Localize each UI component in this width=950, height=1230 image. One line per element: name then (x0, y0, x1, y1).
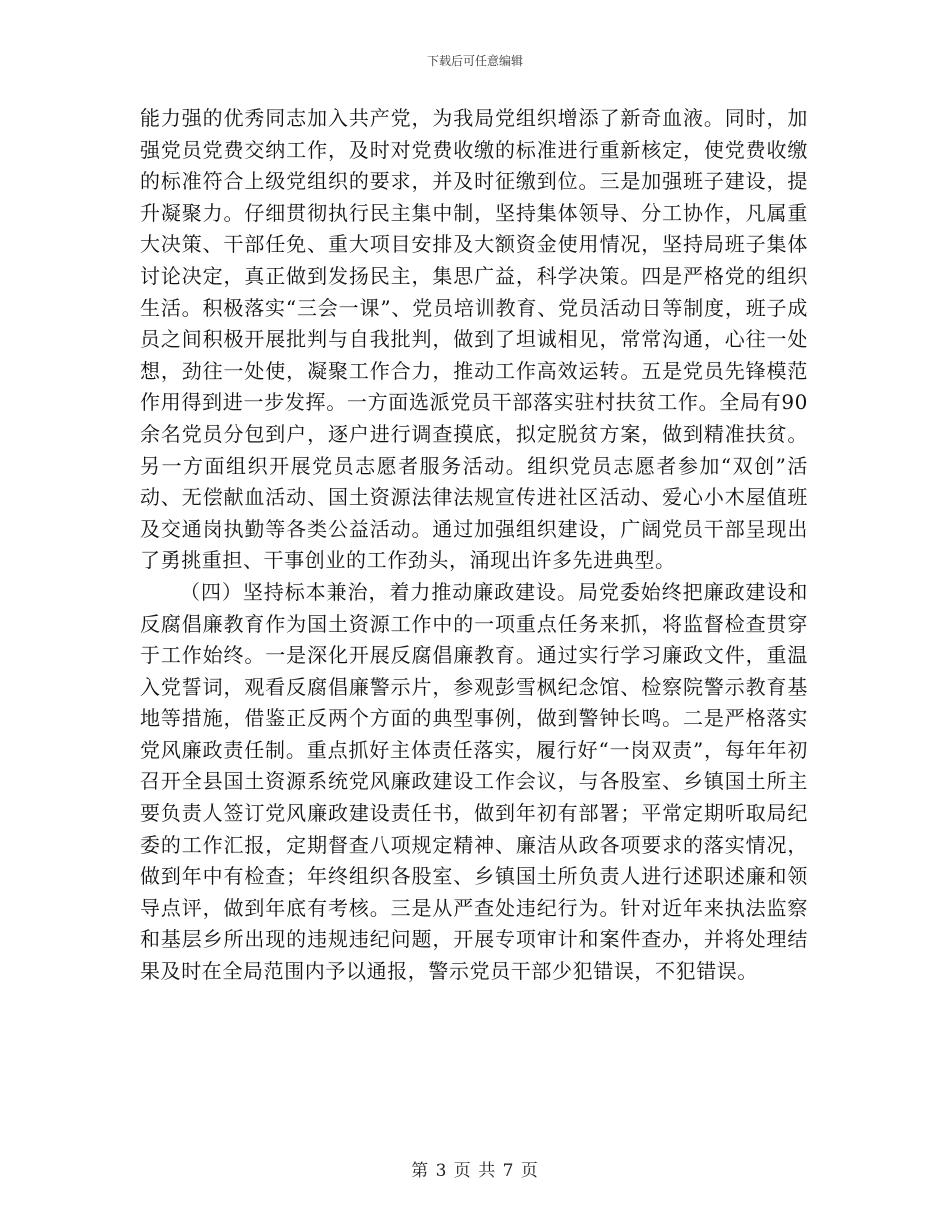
document-body (140, 103, 808, 988)
body-paragraph-1: 能力强的优秀同志加入共产党，为我局党组织增添了新奇血液。同时，加强党员党费交纳工作，及时对党费收缴的标准进行重新核定，使党费收缴的标准符合上级党组织的要求，并及时征缴到位。三是加强班子建设，提升凝聚力。仔细贯彻执行民主集中制，坚持集体领导、分工协作，凡属重大决策、干部任免、重大项目安排及大额资金使用情况，坚持局班子集体讨论决定，真正做到发扬民主，集思广益，科学决策。四是严格党的组织生活。积极落实“三会一课”、党员培训教育、党员活动日等制度，班子成员之间积极开展批判与自我批判，做到了坦诚相见，常常沟通，心往一处想，劲往一处使，凝聚工作合力，推动工作高效运转。五是党员先锋模范作用得到进一步发挥。一方面选派党员干部落实驻村扶贫工作。全局有90余名党员分包到户，逐户进行调查摸底，拟定脱贫方案，做到精准扶贫。另一方面组织开展党员志愿者服务活动。组织党员志愿者参加“双创”活动、无偿献血活动、国土资源法律法规宣传进社区活动、爱心小木屋值班及交通岗执勤等各类公益活动。通过加强组织建设，广阔党员干部呈现出了勇挑重担、干事创业的工作劲头，涌现出许多先进典型。 (140, 106, 808, 573)
page-header-note: 下载后可任意编辑 (426, 54, 523, 68)
body-paragraph-2: （四）坚持标本兼治，着力推动廉政建设。局党委始终把廉政建设和反腐倡廉教育作为国土资源工作中的一项重点任务来抓，将监督检查贯穿于工作始终。一是深化开展反腐倡廉教育。通过实行学习廉政文件，重温入党誓词，观看反腐倡廉警示片，参观彭雪枫纪念馆、检察院警示教育基地等措施，借鉴正反两个方面的典型事例，做到警钟长鸣。二是严格落实党风廉政责任制。重点抓好主体责任落实，履行好“一岗双责”，每年年初召开全县国土资源系统党风廉政建设工作会议，与各股室、乡镇国土所主要负责人签订党风廉政建设责任书，做到年初有部署；平常定期听取局纪委的工作汇报，定期督查八项规定精神、廉洁从政各项要求的落实情况，做到年中有检查；年终组织各股室、乡镇国土所负责人进行述职述廉和领导点评，做到年底有考核。三是从严查处违纪行为。针对近年来执法监察和基层乡所出现的违规违纪问题，开展专项审计和案件查办，并将处理结果及时在全局范围内予以通报，警示党员干部少犯错误，不犯错误。 (140, 579, 808, 984)
page-number-footer: 第 3 页 共 7 页 (411, 1161, 539, 1181)
